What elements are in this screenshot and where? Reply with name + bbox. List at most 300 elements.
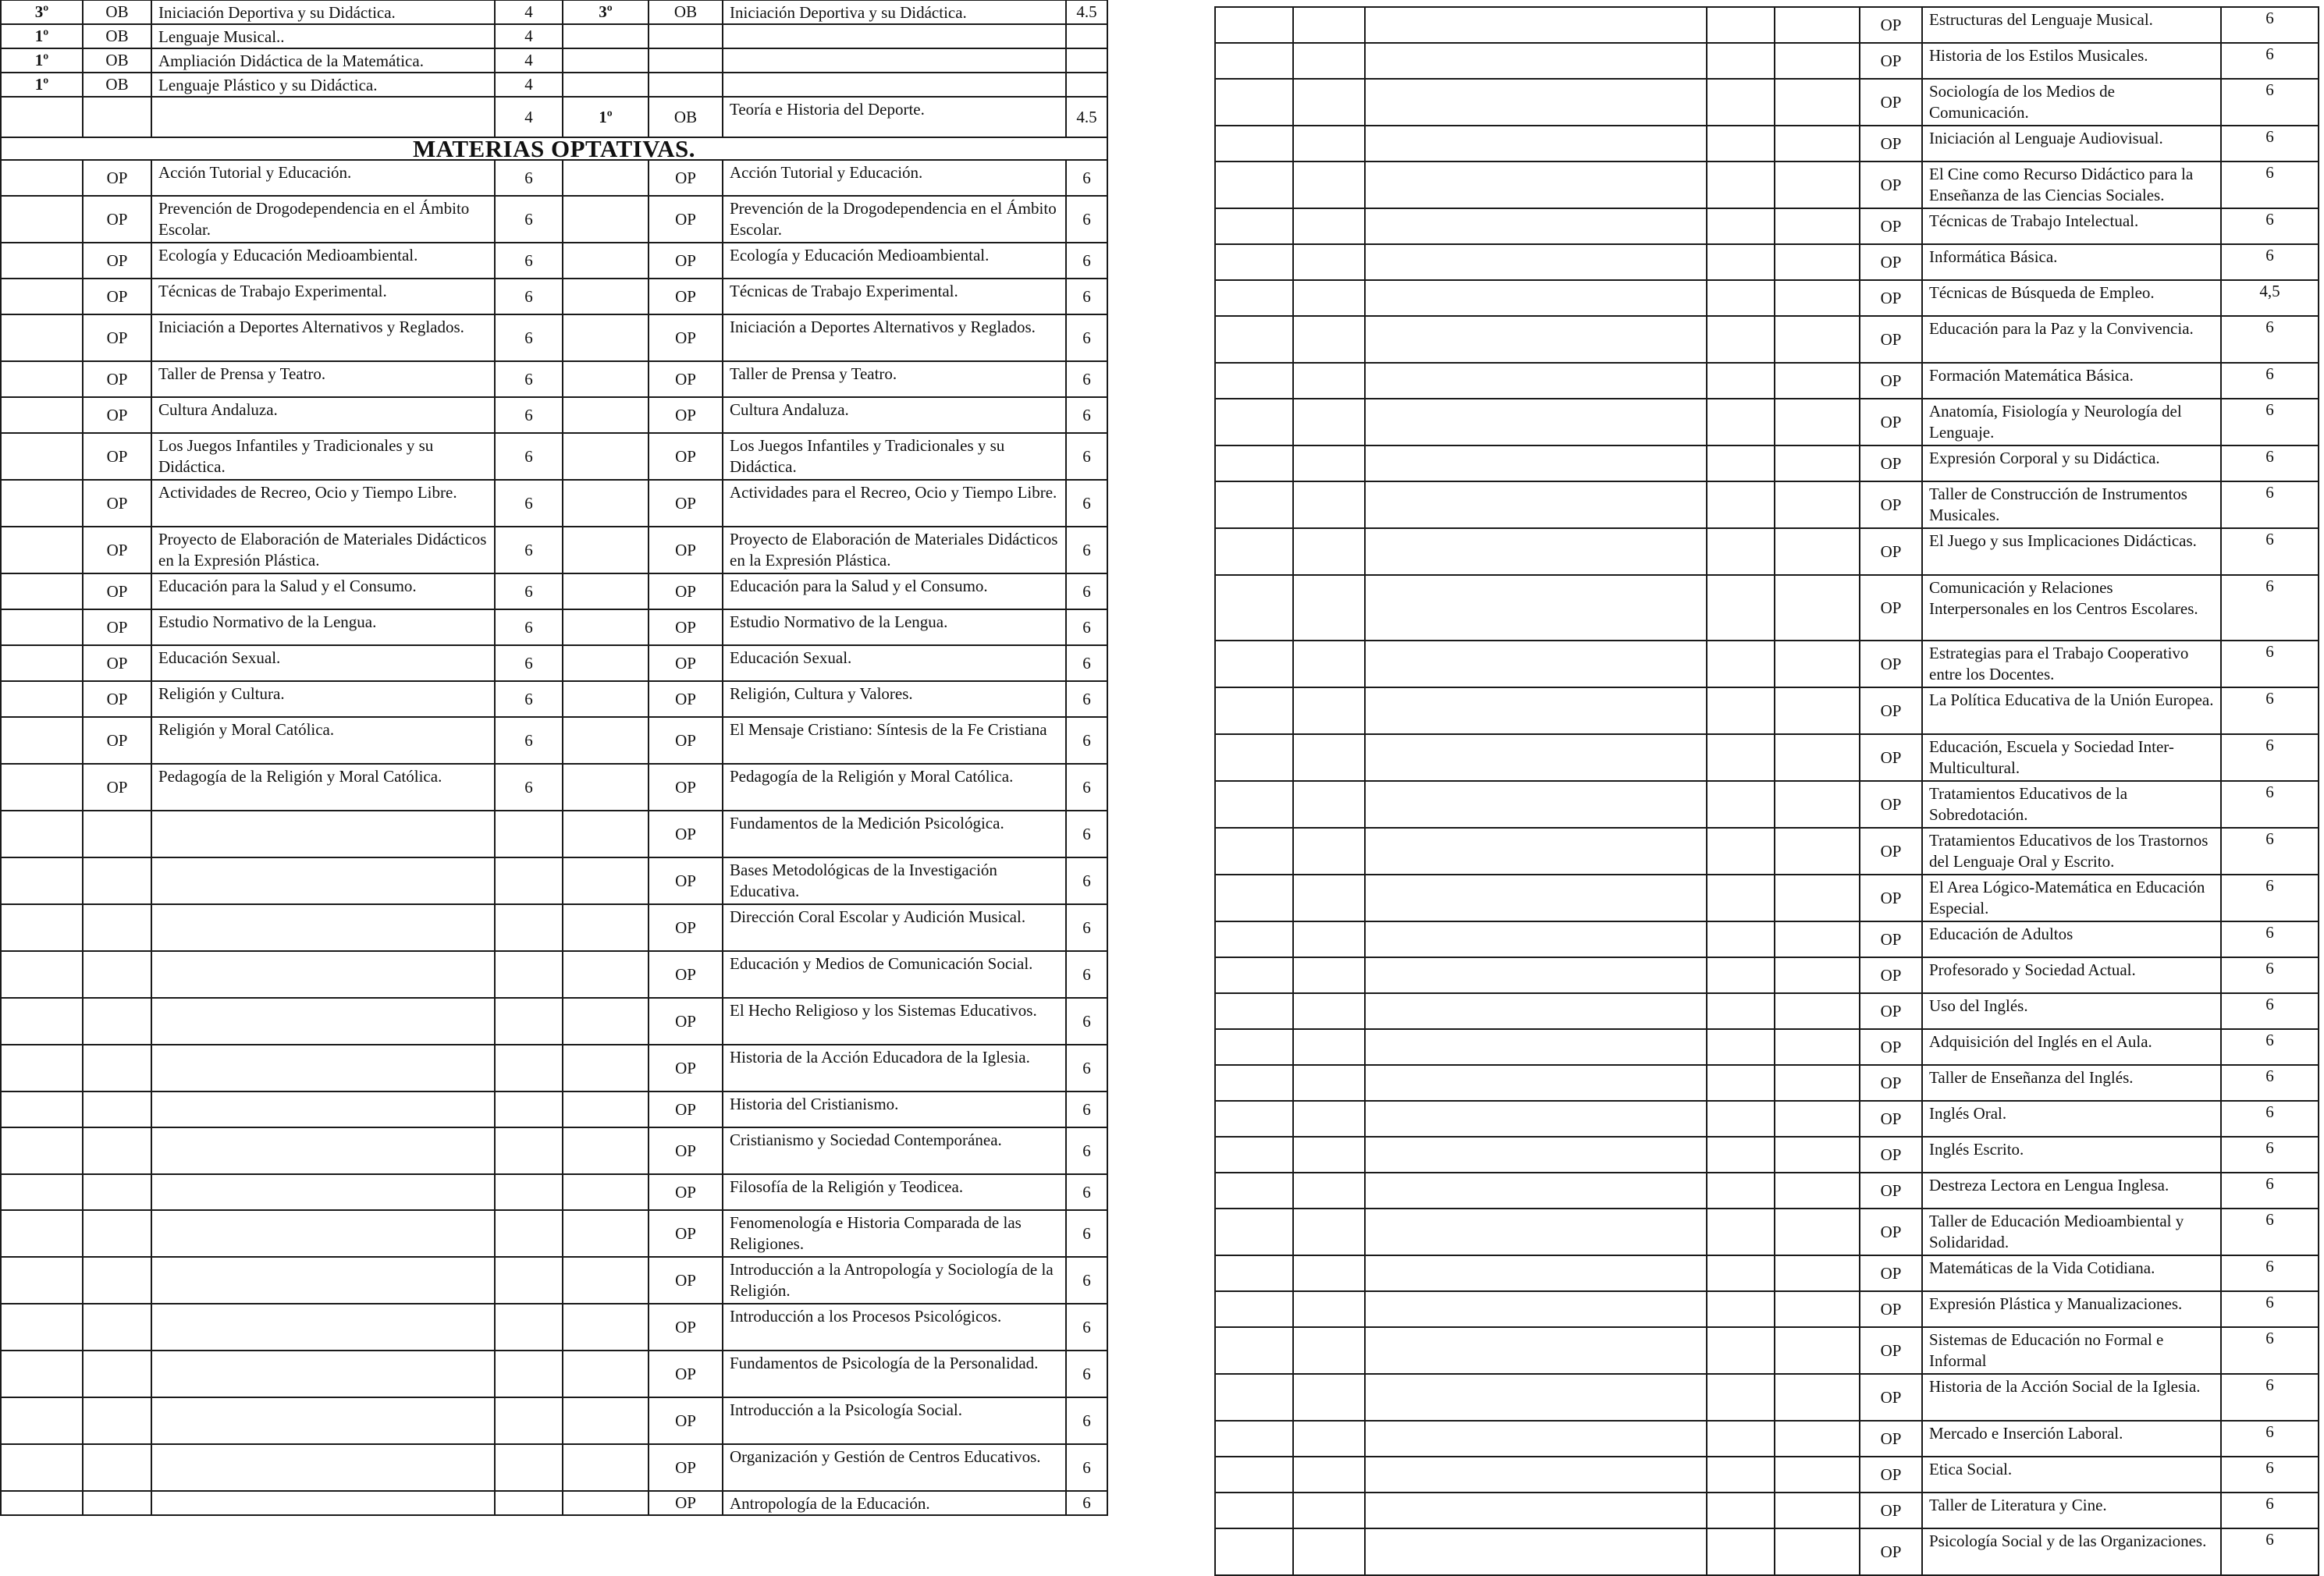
empty-cell — [1365, 280, 1707, 316]
table-row — [1, 998, 1107, 1045]
table-row — [1215, 875, 2319, 921]
credits-cell — [1066, 73, 1107, 97]
type-cell: OP — [1860, 1528, 1922, 1575]
type-cell — [83, 1210, 151, 1257]
empty-cell — [1215, 875, 1293, 921]
subject-cell: Estudio Normativo de la Lengua. — [151, 609, 495, 645]
empty-cell — [1293, 993, 1365, 1029]
subject-cell: Los Juegos Infantiles y Tradicionales y su Didáctica. — [723, 433, 1066, 480]
subject-cell: Ampliación Didáctica de la Matemática. — [151, 48, 495, 73]
empty-cell — [1215, 781, 1293, 828]
subject-cell: Educación, Escuela y Sociedad Inter-Multicultural. — [1922, 734, 2221, 781]
subject-cell: El Area Lógico-Matemática en Educación Especial. — [1922, 875, 2221, 921]
course-cell — [563, 1444, 649, 1491]
empty-cell — [1707, 1528, 1775, 1575]
subject-cell: Psicología Social y de las Organizaciones. — [1922, 1528, 2221, 1575]
credits-cell: 6 — [1066, 397, 1107, 433]
subject-cell: Dirección Coral Escolar y Audición Musical. — [723, 904, 1066, 951]
empty-cell — [1775, 481, 1860, 528]
subject-cell: Taller de Prensa y Teatro. — [151, 361, 495, 397]
credits-cell — [495, 1351, 563, 1397]
empty-cell — [1293, 641, 1365, 687]
type-cell: OP — [649, 196, 723, 243]
empty-cell — [1365, 1029, 1707, 1065]
table-row — [1215, 1291, 2319, 1327]
subject-cell: Sociología de los Medios de Comunicación. — [1922, 79, 2221, 126]
credits-cell: 4 — [495, 48, 563, 73]
subject-cell: Inglés Escrito. — [1922, 1137, 2221, 1173]
subject-cell: Taller de Educación Medioambiental y Solidaridad. — [1922, 1209, 2221, 1255]
course-cell — [563, 1304, 649, 1351]
subject-cell: Técnicas de Trabajo Experimental. — [723, 279, 1066, 314]
empty-cell — [1707, 1421, 1775, 1457]
subject-cell: Historia de la Acción Social de la Iglesia. — [1922, 1374, 2221, 1421]
empty-cell — [1293, 399, 1365, 445]
type-cell: OP — [83, 573, 151, 609]
credits-cell: 6 — [1066, 904, 1107, 951]
credits-cell — [495, 1257, 563, 1304]
type-cell: OP — [1860, 575, 1922, 641]
empty-cell — [1293, 575, 1365, 641]
empty-cell — [1215, 1137, 1293, 1173]
empty-cell — [1365, 875, 1707, 921]
subject-cell: Proyecto de Elaboración de Materiales Didácticos en la Expresión Plástica. — [151, 527, 495, 573]
table-row — [1215, 993, 2319, 1029]
type-cell: OP — [649, 811, 723, 857]
course-cell — [563, 681, 649, 717]
course-cell: 3º — [563, 0, 649, 24]
subject-cell: Adquisición del Inglés en el Aula. — [1922, 1029, 2221, 1065]
table-row — [1215, 43, 2319, 79]
course-cell — [1, 681, 83, 717]
course-cell — [563, 1174, 649, 1210]
type-cell: OP — [1860, 1255, 1922, 1291]
subject-cell: Expresión Plástica y Manualizaciones. — [1922, 1291, 2221, 1327]
credits-cell: 6 — [495, 433, 563, 480]
subject-cell: Ecología y Educación Medioambiental. — [151, 243, 495, 279]
credits-cell: 6 — [1066, 1174, 1107, 1210]
credits-cell: 6 — [495, 243, 563, 279]
empty-cell — [1215, 687, 1293, 734]
type-cell: OP — [649, 1304, 723, 1351]
subject-cell: Educación para la Salud y el Consumo. — [151, 573, 495, 609]
subject-cell: Pedagogía de la Religión y Moral Católica. — [151, 764, 495, 811]
table-row — [1215, 1421, 2319, 1457]
type-cell: OP — [1860, 641, 1922, 687]
subject-cell: Taller de Construcción de Instrumentos Musicales. — [1922, 481, 2221, 528]
credits-cell: 6 — [2221, 1065, 2319, 1101]
type-cell — [83, 1397, 151, 1444]
empty-cell — [1707, 875, 1775, 921]
type-cell — [649, 73, 723, 97]
type-cell: OP — [1860, 7, 1922, 43]
subject-cell: Pedagogía de la Religión y Moral Católica. — [723, 764, 1066, 811]
credits-cell: 6 — [2221, 1137, 2319, 1173]
subject-cell: El Juego y sus Implicaciones Didácticas. — [1922, 528, 2221, 575]
empty-cell — [1775, 1255, 1860, 1291]
credits-cell: 6 — [495, 609, 563, 645]
empty-cell — [1365, 1255, 1707, 1291]
empty-cell — [1707, 79, 1775, 126]
empty-cell — [1215, 162, 1293, 208]
course-cell — [1, 1174, 83, 1210]
credits-cell: 6 — [2221, 641, 2319, 687]
credits-cell — [495, 811, 563, 857]
type-cell: OP — [1860, 445, 1922, 481]
empty-cell — [1775, 1065, 1860, 1101]
subject-cell — [151, 97, 495, 137]
credits-cell: 6 — [1066, 609, 1107, 645]
course-cell — [563, 1257, 649, 1304]
credits-cell: 6 — [1066, 196, 1107, 243]
credits-cell: 6 — [1066, 1397, 1107, 1444]
empty-cell — [1707, 1065, 1775, 1101]
table-row — [1, 73, 1107, 97]
empty-cell — [1775, 399, 1860, 445]
subject-cell — [151, 1091, 495, 1127]
type-cell: OP — [1860, 280, 1922, 316]
type-cell: OP — [83, 433, 151, 480]
subject-cell: Iniciación Deportiva y su Didáctica. — [151, 0, 495, 24]
type-cell: OP — [1860, 79, 1922, 126]
empty-cell — [1215, 1065, 1293, 1101]
credits-cell — [495, 857, 563, 904]
table-row — [1215, 828, 2319, 875]
empty-cell — [1215, 1255, 1293, 1291]
credits-cell: 6 — [1066, 573, 1107, 609]
course-cell — [563, 857, 649, 904]
course-cell — [563, 811, 649, 857]
type-cell: OP — [83, 361, 151, 397]
course-cell — [563, 1210, 649, 1257]
empty-cell — [1293, 79, 1365, 126]
course-cell — [563, 397, 649, 433]
subject-cell: Acción Tutorial y Educación. — [151, 160, 495, 196]
subject-cell — [151, 811, 495, 857]
credits-cell — [495, 1397, 563, 1444]
empty-cell — [1293, 875, 1365, 921]
type-cell: OB — [83, 73, 151, 97]
empty-cell — [1775, 244, 1860, 280]
table-row — [1215, 162, 2319, 208]
course-cell — [563, 48, 649, 73]
subject-cell: Destreza Lectora en Lengua Inglesa. — [1922, 1173, 2221, 1209]
credits-cell: 6 — [2221, 1457, 2319, 1493]
empty-cell — [1707, 993, 1775, 1029]
type-cell: OP — [649, 1491, 723, 1515]
empty-cell — [1707, 575, 1775, 641]
course-cell — [563, 1351, 649, 1397]
credits-cell: 6 — [2221, 734, 2319, 781]
type-cell: OP — [1860, 162, 1922, 208]
empty-cell — [1707, 481, 1775, 528]
empty-cell — [1707, 957, 1775, 993]
course-cell: 1º — [1, 24, 83, 48]
table-row — [1215, 445, 2319, 481]
credits-cell: 6 — [2221, 1173, 2319, 1209]
empty-cell — [1707, 1173, 1775, 1209]
type-cell — [83, 904, 151, 951]
empty-cell — [1293, 1173, 1365, 1209]
subject-cell: Expresión Corporal y su Didáctica. — [1922, 445, 2221, 481]
type-cell: OP — [649, 764, 723, 811]
course-cell — [563, 1127, 649, 1174]
empty-cell — [1215, 481, 1293, 528]
empty-cell — [1215, 280, 1293, 316]
credits-cell — [495, 904, 563, 951]
type-cell — [83, 1351, 151, 1397]
type-cell — [83, 1091, 151, 1127]
course-cell — [563, 24, 649, 48]
course-cell: 1º — [1, 48, 83, 73]
empty-cell — [1707, 316, 1775, 363]
subject-cell — [151, 904, 495, 951]
empty-cell — [1293, 528, 1365, 575]
empty-cell — [1365, 363, 1707, 399]
empty-cell — [1365, 79, 1707, 126]
type-cell: OP — [1860, 1374, 1922, 1421]
subject-cell: Proyecto de Elaboración de Materiales Didácticos en la Expresión Plástica. — [723, 527, 1066, 573]
table-row — [1, 160, 1107, 196]
course-cell — [563, 73, 649, 97]
table-row — [1, 243, 1107, 279]
empty-cell — [1365, 43, 1707, 79]
type-cell: OB — [83, 48, 151, 73]
empty-cell — [1707, 528, 1775, 575]
type-cell: OP — [83, 764, 151, 811]
table-row — [1, 279, 1107, 314]
type-cell: OP — [649, 1091, 723, 1127]
table-row — [1, 527, 1107, 573]
empty-cell — [1707, 1255, 1775, 1291]
type-cell: OP — [649, 904, 723, 951]
empty-cell — [1707, 687, 1775, 734]
subject-cell: Profesorado y Sociedad Actual. — [1922, 957, 2221, 993]
empty-cell — [1293, 162, 1365, 208]
empty-cell — [1707, 921, 1775, 957]
course-cell — [563, 904, 649, 951]
empty-cell — [1707, 641, 1775, 687]
type-cell — [83, 1304, 151, 1351]
empty-cell — [1775, 957, 1860, 993]
course-cell — [1, 527, 83, 573]
empty-cell — [1775, 1327, 1860, 1374]
empty-cell — [1215, 43, 1293, 79]
credits-cell: 6 — [495, 480, 563, 527]
empty-cell — [1775, 162, 1860, 208]
credits-cell: 6 — [2221, 244, 2319, 280]
empty-cell — [1365, 828, 1707, 875]
empty-cell — [1707, 363, 1775, 399]
empty-cell — [1215, 641, 1293, 687]
subject-cell: Introducción a la Psicología Social. — [723, 1397, 1066, 1444]
credits-cell: 6 — [1066, 857, 1107, 904]
credits-cell — [495, 1210, 563, 1257]
empty-cell — [1707, 399, 1775, 445]
subject-cell — [151, 1397, 495, 1444]
credits-cell: 6 — [2221, 7, 2319, 43]
empty-cell — [1293, 126, 1365, 162]
type-cell — [83, 811, 151, 857]
subject-cell: Religión y Moral Católica. — [151, 717, 495, 764]
table-row — [1, 717, 1107, 764]
credits-cell: 4 — [495, 73, 563, 97]
empty-cell — [1365, 445, 1707, 481]
empty-cell — [1293, 481, 1365, 528]
empty-cell — [1707, 781, 1775, 828]
empty-cell — [1293, 1255, 1365, 1291]
credits-cell: 6 — [1066, 1304, 1107, 1351]
credits-cell: 6 — [1066, 951, 1107, 998]
subject-cell — [151, 1210, 495, 1257]
subject-cell: Educación y Medios de Comunicación Social. — [723, 951, 1066, 998]
table-row — [1215, 1065, 2319, 1101]
subject-cell — [151, 1257, 495, 1304]
credits-cell: 6 — [2221, 126, 2319, 162]
empty-cell — [1293, 1137, 1365, 1173]
course-cell — [1, 1257, 83, 1304]
empty-cell — [1707, 1137, 1775, 1173]
credits-cell: 6 — [1066, 243, 1107, 279]
subject-cell: Técnicas de Búsqueda de Empleo. — [1922, 280, 2221, 316]
credits-cell: 4 — [495, 24, 563, 48]
credits-cell: 6 — [1066, 433, 1107, 480]
table-row — [1215, 734, 2319, 781]
table-row — [1, 97, 1107, 137]
course-cell — [1, 1397, 83, 1444]
type-cell: OP — [1860, 875, 1922, 921]
empty-cell — [1293, 1421, 1365, 1457]
course-cell — [1, 480, 83, 527]
subject-cell: Prevención de la Drogodependencia en el Ámbito Escolar. — [723, 196, 1066, 243]
empty-cell — [1215, 1327, 1293, 1374]
type-cell: OP — [649, 480, 723, 527]
empty-cell — [1293, 43, 1365, 79]
type-cell — [83, 1257, 151, 1304]
credits-cell: 6 — [1066, 361, 1107, 397]
type-cell: OP — [1860, 781, 1922, 828]
empty-cell — [1775, 316, 1860, 363]
course-cell — [563, 527, 649, 573]
credits-cell: 4.5 — [1066, 0, 1107, 24]
empty-cell — [1293, 1291, 1365, 1327]
empty-cell — [1365, 1374, 1707, 1421]
empty-cell — [1293, 687, 1365, 734]
empty-cell — [1293, 445, 1365, 481]
credits-cell: 6 — [2221, 828, 2319, 875]
type-cell: OP — [1860, 481, 1922, 528]
table-row — [1215, 399, 2319, 445]
course-cell — [1, 998, 83, 1045]
subject-cell: El Mensaje Cristiano: Síntesis de la Fe Cristiana — [723, 717, 1066, 764]
empty-cell — [1775, 921, 1860, 957]
course-cell — [563, 1045, 649, 1091]
course-cell — [563, 314, 649, 361]
credits-cell: 6 — [2221, 1374, 2319, 1421]
empty-cell — [1215, 1173, 1293, 1209]
credits-cell: 6 — [1066, 681, 1107, 717]
empty-cell — [1707, 208, 1775, 244]
type-cell: OP — [649, 1174, 723, 1210]
course-cell — [563, 1491, 649, 1515]
empty-cell — [1365, 126, 1707, 162]
course-cell — [563, 1091, 649, 1127]
type-cell: OP — [1860, 43, 1922, 79]
course-cell — [1, 904, 83, 951]
course-cell — [563, 573, 649, 609]
subject-cell: Actividades para el Recreo, Ocio y Tiempo Libre. — [723, 480, 1066, 527]
credits-cell: 6 — [2221, 993, 2319, 1029]
type-cell: OP — [1860, 126, 1922, 162]
credits-cell: 6 — [1066, 1045, 1107, 1091]
type-cell: OP — [83, 314, 151, 361]
empty-cell — [1707, 828, 1775, 875]
subject-cell: Historia de los Estilos Musicales. — [1922, 43, 2221, 79]
empty-cell — [1215, 828, 1293, 875]
type-cell: OP — [83, 480, 151, 527]
course-cell — [1, 811, 83, 857]
type-cell: OP — [83, 645, 151, 681]
type-cell — [83, 1045, 151, 1091]
table-row — [1, 1351, 1107, 1397]
type-cell: OP — [649, 279, 723, 314]
empty-cell — [1775, 1101, 1860, 1137]
empty-cell — [1775, 575, 1860, 641]
empty-cell — [1775, 79, 1860, 126]
credits-cell: 6 — [2221, 399, 2319, 445]
course-cell — [563, 243, 649, 279]
type-cell: OP — [1860, 921, 1922, 957]
subject-cell: Matemáticas de la Vida Cotidiana. — [1922, 1255, 2221, 1291]
type-cell: OP — [649, 609, 723, 645]
empty-cell — [1707, 1327, 1775, 1374]
empty-cell — [1215, 1374, 1293, 1421]
empty-cell — [1775, 1528, 1860, 1575]
course-cell — [563, 717, 649, 764]
empty-cell — [1365, 957, 1707, 993]
empty-cell — [1293, 734, 1365, 781]
subject-cell: Taller de Prensa y Teatro. — [723, 361, 1066, 397]
table-row — [1, 196, 1107, 243]
credits-cell: 6 — [2221, 316, 2319, 363]
subject-cell: Uso del Inglés. — [1922, 993, 2221, 1029]
type-cell: OP — [649, 645, 723, 681]
subject-cell: Estudio Normativo de la Lengua. — [723, 609, 1066, 645]
type-cell — [83, 97, 151, 137]
subject-cell: Actividades de Recreo, Ocio y Tiempo Libre. — [151, 480, 495, 527]
empty-cell — [1293, 1065, 1365, 1101]
empty-cell — [1707, 445, 1775, 481]
table-row — [1, 1491, 1107, 1515]
type-cell — [83, 1491, 151, 1515]
type-cell: OP — [1860, 1173, 1922, 1209]
table-row — [1, 1174, 1107, 1210]
credits-cell: 6 — [1066, 1491, 1107, 1515]
table-row — [1215, 1528, 2319, 1575]
table-row — [1, 1127, 1107, 1174]
course-cell — [563, 951, 649, 998]
course-cell — [1, 433, 83, 480]
credits-cell: 6 — [495, 279, 563, 314]
type-cell: OP — [1860, 1137, 1922, 1173]
credits-cell: 6 — [2221, 1327, 2319, 1374]
subject-cell: Los Juegos Infantiles y Tradicionales y su Didáctica. — [151, 433, 495, 480]
type-cell: OP — [1860, 1101, 1922, 1137]
subject-cell: Religión, Cultura y Valores. — [723, 681, 1066, 717]
empty-cell — [1775, 1173, 1860, 1209]
credits-cell: 6 — [2221, 875, 2319, 921]
credits-cell: 6 — [2221, 781, 2319, 828]
